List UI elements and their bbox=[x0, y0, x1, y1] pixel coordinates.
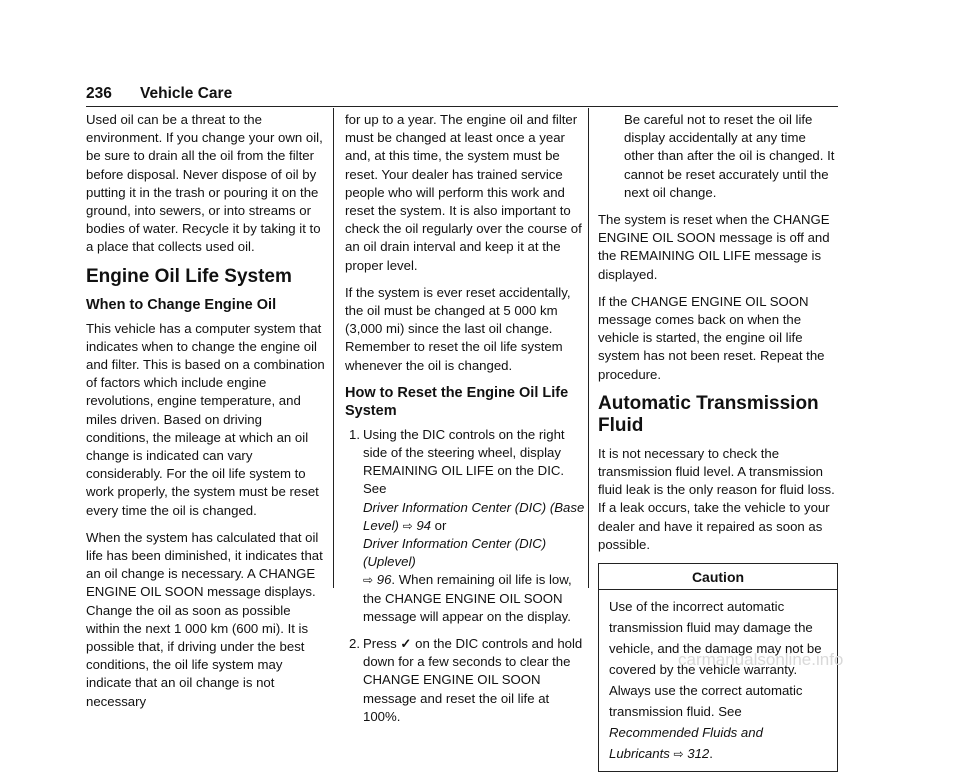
cross-reference-link[interactable]: Recommended Fluids and Lubricants bbox=[609, 725, 763, 762]
cross-reference-link[interactable]: Driver Information Center (DIC) (Base Level) bbox=[363, 499, 585, 533]
reset-steps bbox=[345, 426, 585, 726]
step-1 bbox=[345, 426, 585, 626]
page-header bbox=[86, 82, 838, 107]
paragraph: It is not necessary to check the transmission fluid level. A transmission fluid leak is the only reason for fluid loss. If a leak occurs, take the vehicle to your dealer and have it repaired as soon as possible. bbox=[598, 445, 835, 552]
step-text: Using the DIC controls on the right side of the steering wheel, display REMAINING OIL LIFE on the DIC. See bbox=[363, 426, 565, 497]
subheading-when-to-change: When to Change Engine Oil bbox=[86, 296, 277, 313]
heading-engine-oil-life-system: Engine Oil Life System bbox=[86, 265, 292, 287]
step-2 bbox=[345, 635, 585, 726]
step-text: Press bbox=[363, 636, 397, 652]
page-arrow-icon: ⇨ bbox=[402, 518, 413, 533]
paragraph: for up to a year. The engine oil and filter must be changed at least once a year and, at this time, the system must be reset. Your dealer has trained service people who will perform this work and reset the system. It is also important to check the oil regularly over the course of an oil drain interval and keep it at the proper level. bbox=[345, 112, 582, 273]
caution-text: . bbox=[709, 746, 713, 762]
checkmark-icon: ✓ bbox=[400, 636, 412, 652]
column-1 bbox=[86, 111, 326, 720]
step-number: 1. bbox=[349, 426, 360, 442]
paragraph: This vehicle has a computer system that indicates when to change the engine oil and filter. This is based on a combination of factors which include engine revolutions, engine temperature, and miles driven. Based on driving conditions, the mileage at which an oil change is indicated can vary considerably. For the oil life system to work properly, the system must be reset every time the oil is changed. bbox=[86, 320, 325, 518]
cross-reference-link[interactable]: Driver Information Center (DIC) (Uplevel) bbox=[363, 536, 547, 570]
page-ref[interactable]: 312 bbox=[687, 746, 710, 762]
column-divider bbox=[588, 108, 589, 588]
page-number: 236 bbox=[86, 85, 112, 102]
paragraph: Used oil can be a threat to the environment. If you change your own oil, be sure to drain all the oil from the filter before disposal. Never dispose of oil by putting it in the trash or pouring it on the ground, into sewers, or into streams or bodies of water. Recycle it by taking it to a place that collects used oil. bbox=[86, 112, 323, 255]
column-divider bbox=[333, 108, 334, 588]
column-3 bbox=[598, 111, 838, 772]
page-arrow-icon: ⇨ bbox=[363, 573, 374, 588]
subheading-reset-oil-life: How to Reset the Engine Oil Life System bbox=[345, 384, 569, 419]
caution-title: Caution bbox=[599, 564, 837, 590]
step-text: . When remaining oil life is low, the CHANGE ENGINE OIL SOON message will appear on the display. bbox=[363, 572, 572, 624]
step-number: 2. bbox=[349, 636, 360, 652]
section-title: Vehicle Care bbox=[140, 85, 233, 102]
heading-automatic-transmission-fluid: Automatic Transmission Fluid bbox=[598, 392, 819, 436]
step-continuation: Be careful not to reset the oil life display accidentally at any time other than after the oil is changed. It cannot be reset accurately until the next oil change. bbox=[624, 112, 835, 200]
paragraph: When the system has calculated that oil life has been diminished, it indicates that an oil change is necessary. A CHANGE ENGINE OIL SOON message displays. Change the oil as soon as possible within the next 1 000 km (600 mi). It is possible that, if driving under the best conditions, the oil life system may indicate that an oil change is not necessary bbox=[86, 529, 323, 709]
paragraph: If the CHANGE ENGINE OIL SOON message comes back on when the vehicle is started, the engine oil life system has not been reset. Repeat the procedure. bbox=[598, 293, 825, 382]
page-arrow-icon: ⇨ bbox=[673, 747, 684, 762]
paragraph: The system is reset when the CHANGE ENGINE OIL SOON message is off and the REMAINING OIL LIFE message is displayed. bbox=[598, 212, 830, 282]
step-text: or bbox=[434, 517, 447, 533]
page-ref[interactable]: 96 bbox=[376, 572, 392, 588]
page-ref[interactable]: 94 bbox=[416, 517, 431, 533]
caution-body bbox=[599, 590, 837, 771]
step-text: on the DIC controls and hold down for a few seconds to clear the CHANGE ENGINE OIL SOON message and reset the oil life at 100%. bbox=[363, 636, 583, 724]
watermark: carmanualsonline.info bbox=[678, 650, 844, 669]
caution-text: Use of the incorrect automatic transmission fluid may damage the vehicle, and the damage may not be covered by the vehicle warranty. Always use the correct automatic transmission fluid. See bbox=[609, 599, 822, 720]
column-2 bbox=[345, 111, 585, 735]
paragraph: If the system is ever reset accidentally, the oil must be changed at 5 000 km (3,000 mi) since the last oil change. Remember to reset the oil life system whenever the oil is changed. bbox=[345, 284, 571, 373]
